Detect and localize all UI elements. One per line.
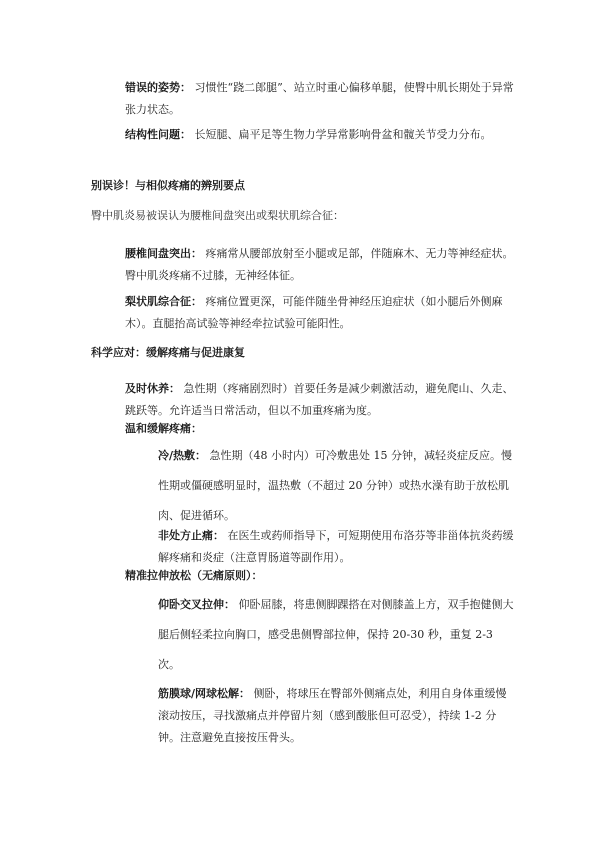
wrong-posture-item: [125, 77, 517, 121]
rest-item: [125, 378, 517, 422]
relief-heading: 温和缓解疼痛：: [125, 422, 202, 435]
cold-hot-text: 急性期（48 小时内）可冷敷患处 15 分钟，减轻炎症反应。慢性期或僵硬感明显时，温热敷（不超过 20 分钟）或热水澡有助于放松肌肉、促进循环。: [158, 449, 513, 522]
structural-label: 结构性问题：: [125, 128, 191, 141]
wrong-posture-text: 习惯性“跷二郎腿”、站立时重心偏移单腿，使臀中肌长期处于异常张力状态。: [125, 81, 514, 116]
piriformis-label: 梨状肌综合征：: [125, 295, 202, 308]
cross-stretch-text: 仰卧屈膝，将患侧脚踝搭在对侧膝盖上方，双手抱健侧大腿后侧轻柔拉向胸口，感受患侧臀部拉伸，保持 20-30 秒，重复 2-3 次。: [158, 598, 514, 671]
rest-text: 急性期（疼痛剧烈时）首要任务是减少刺激活动，避免爬山、久走、跳跃等。允许适当日常活动，但以不加重疼痛为度。: [125, 382, 514, 417]
differential-heading: 别误诊！与相似疼痛的辨别要点: [91, 179, 245, 192]
cross-stretch-label: 仰卧交叉拉伸：: [158, 598, 235, 611]
nsaid-text: 在医生或药师指导下，可短期使用布洛芬等非甾体抗炎药缓解疼痛和炎症（注意胃肠道等副作用）。: [158, 529, 514, 564]
stretch-heading: 精准拉伸放松（无痛原则）：: [125, 569, 263, 582]
structural-text: 长短腿、扁平足等生物力学异常影响骨盆和髋关节受力分布。: [194, 128, 492, 141]
ball-release-item: [158, 683, 516, 749]
nsaid-item: [158, 525, 516, 569]
ball-release-text: 侧卧，将球压在臀部外侧痛点处，利用自身体重缓慢滚动按压，寻找激痛点并停留片刻（感到酸胀但可忍受），持续 1-2 分钟。注意避免直接按压骨头。: [158, 687, 507, 744]
cold-hot-label: 冷/热敷：: [158, 449, 207, 462]
structural-item: [125, 124, 517, 146]
ball-release-label: 筋膜球/网球松解：: [158, 687, 251, 700]
lumbar-label: 腰椎间盘突出：: [125, 247, 202, 260]
piriformis-item: [125, 291, 517, 335]
lumbar-item: [125, 243, 517, 287]
cold-hot-item: [158, 441, 516, 531]
cross-stretch-item: [158, 590, 516, 680]
differential-intro: 臀中肌炎易被误认为腰椎间盘突出或梨状肌综合征：: [91, 209, 344, 222]
rest-label: 及时休养：: [125, 382, 180, 395]
wrong-posture-label: 错误的姿势：: [125, 81, 191, 94]
nsaid-label: 非处方止痛：: [158, 529, 224, 542]
science-heading: 科学应对：缓解疼痛与促进康复: [91, 346, 245, 359]
piriformis-text: 疼痛位置更深，可能伴随坐骨神经压迫症状（如小腿后外侧麻木）。直腿抬高试验等神经牵拉试验可能阳性。: [125, 295, 503, 330]
lumbar-text: 疼痛常从腰部放射至小腿或足部，伴随麻木、无力等神经症状。臀中肌炎疼痛不过膝，无神经体征。: [125, 247, 514, 282]
